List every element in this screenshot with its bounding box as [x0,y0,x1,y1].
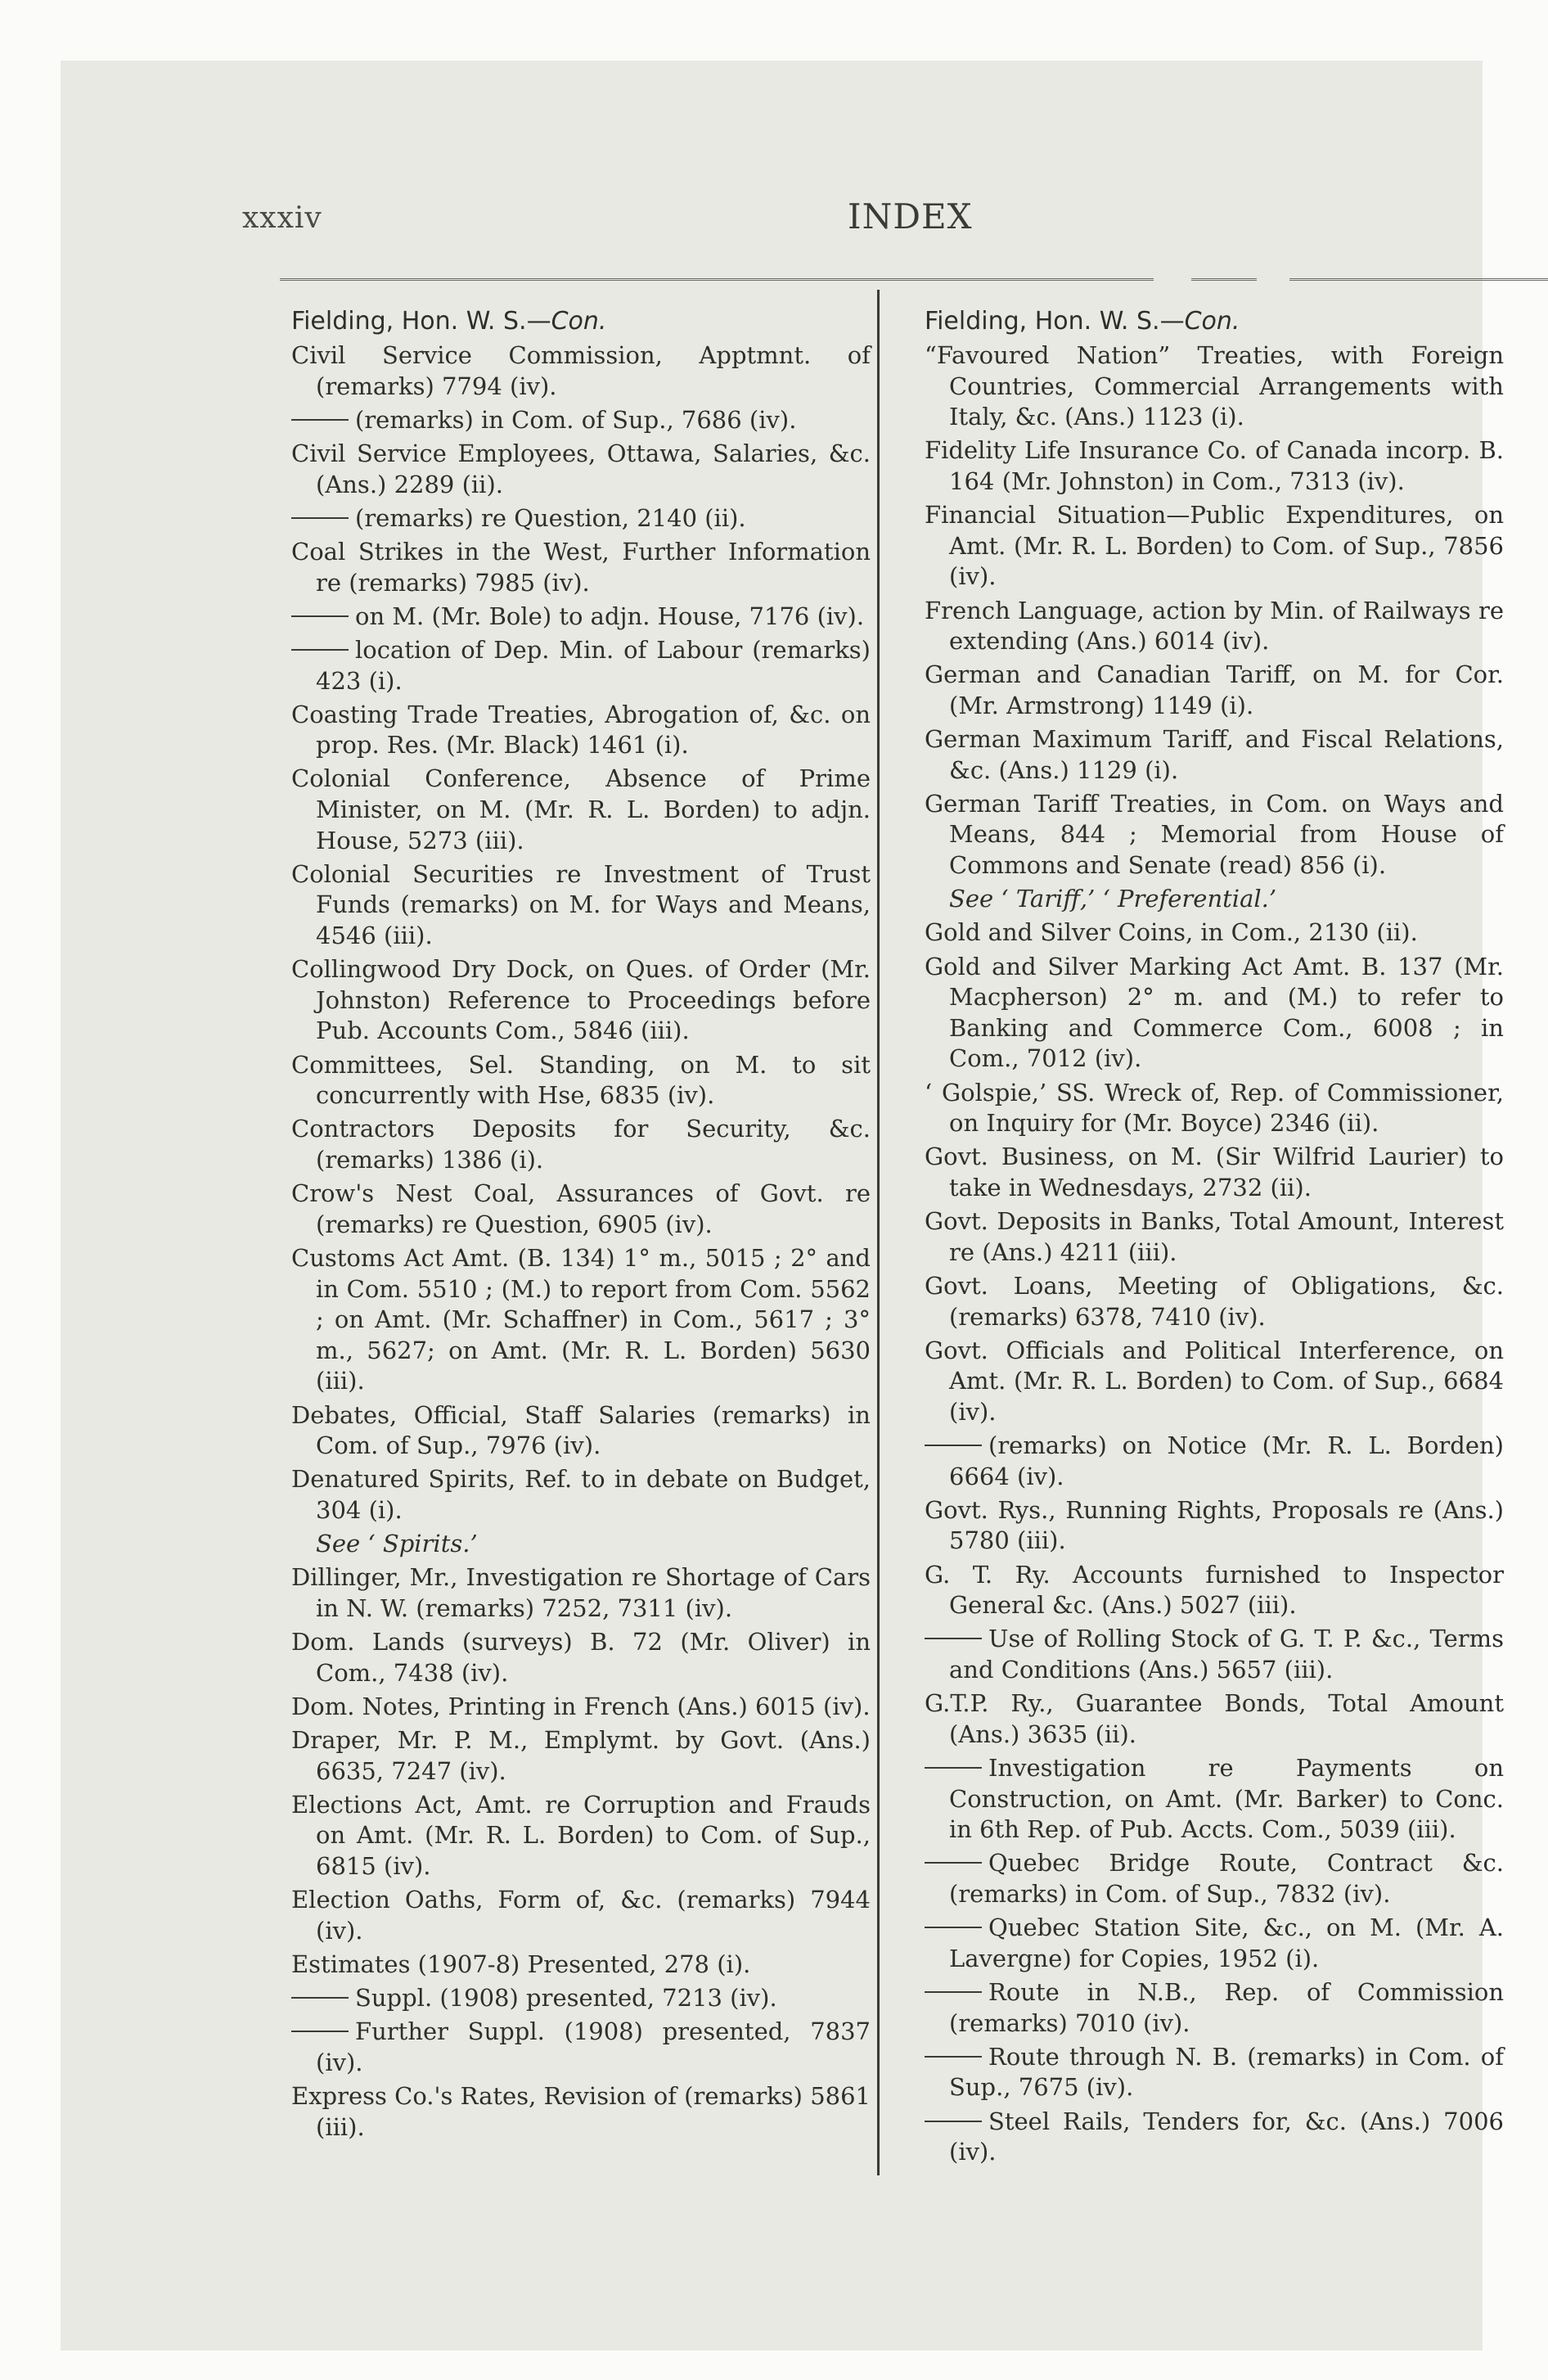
ditto-dash [925,1862,982,1864]
index-entry [925,952,1504,1075]
index-entry [925,596,1504,657]
column-heading [291,306,871,337]
entry-text: Estimates (1907-8) Presented, 278 (i). [291,1950,751,1978]
entry-text: Fidelity Life Insurance Co. of Canada incorp. B. 164 (Mr. Johnston) in Com., 7313 (iv). [925,436,1504,495]
index-entry [291,1950,871,1981]
entry-text: Draper, Mr. P. M., Emplymt. by Govt. (Ans.) 6635, 7247 (iv). [291,1726,871,1785]
ditto-dash [925,1638,982,1639]
ditto-dash [925,1927,982,1928]
see-also-reference [925,884,1504,915]
entry-text: Debates, Official, Staff Salaries (remarks) in Com. of Sup., 7976 (iv). [291,1400,871,1460]
entry-text: Coal Strikes in the West, Further Information re (remarks) 7985 (iv). [291,537,871,597]
entry-text: Govt. Loans, Meeting of Obligations, &c. (remarks) 6378, 7410 (iv). [925,1271,1504,1331]
column-divider [877,290,880,2175]
index-entry [925,500,1504,593]
entry-text: Govt. Rys., Running Rights, Proposals re (Ans.) 5780 (iii). [925,1495,1504,1555]
running-head: INDEX [848,196,973,237]
entry-text: Civil Service Commission, Apptmnt. of (remarks) 7794 (iv). [291,341,871,400]
ditto-dash [291,2031,349,2032]
entry-text: Election Oaths, Form of, &c. (remarks) 7944 (iv). [291,1886,871,1945]
ditto-dash [925,1767,982,1769]
index-entry [291,1243,871,1397]
index-subentry [291,602,871,633]
index-entry [925,789,1504,881]
index-entry [925,1206,1504,1268]
index-entry [925,340,1504,433]
index-entry [291,1692,871,1723]
index-entry [291,764,871,856]
ditto-dash [925,2121,982,2122]
ditto-dash [291,615,349,617]
index-subentry [925,1431,1504,1492]
index-subentry [291,1983,871,2014]
entry-text: Route through N. B. (remarks) in Com. of Sup., 7675 (iv). [949,2042,1504,2102]
index-subentry [925,1913,1504,1974]
entry-text: Dillinger, Mr., Investigation re Shortage of Cars in N. W. (remarks) 7252, 7311 (iv). [291,1563,871,1622]
index-entry [291,700,871,761]
entry-text: Govt. Officials and Political Interference, on Amt. (Mr. R. L. Borden) to Com. of Sup., 6684 (iv). [925,1336,1504,1426]
index-entry [925,1688,1504,1750]
entry-text: Govt. Deposits in Banks, Total Amount, Interest re (Ans.) 4211 (iii). [925,1207,1504,1266]
index-entry [291,340,871,402]
entry-text: Gold and Silver Coins, in Com., 2130 (ii). [925,918,1418,947]
entry-text: Colonial Securities re Investment of Trust Funds (remarks) on M. for Ways and Means, 4546 (iii). [291,859,871,950]
entry-text: Civil Service Employees, Ottawa, Salaries, &c. (Ans.) 2289 (ii). [291,439,871,498]
index-page [218,183,1510,2344]
index-entry [291,1464,871,1526]
entry-text: Dom. Lands (surveys) B. 72 (Mr. Oliver) in Com., 7438 (iv). [291,1628,871,1687]
entry-text: Customs Act Amt. (B. 134) 1° m., 5015 ; 2° and in Com. 5510 ; (M.) to report from Com. 5562 ; on Amt. (Mr. Schaffner) in Com., 5617 ; 3° m., 5627; on Amt. (Mr. R. L. Borden) 5630 (iii). [291,1243,871,1395]
index-subentry [291,2017,871,2078]
entry-text: (remarks) in Com. of Sup., 7686 (iv). [355,405,797,434]
entry-text: on M. (Mr. Bole) to adjn. House, 7176 (iv). [355,602,865,630]
index-entry [925,1560,1504,1621]
index-entry [925,1078,1504,1139]
index-entry [291,1725,871,1787]
index-subentry [925,2042,1504,2103]
ditto-dash [291,517,349,519]
heading-name: Fielding, Hon. W. S.— [925,307,1185,336]
entry-text: Further Suppl. (1908) presented, 7837 (iv). [316,2017,871,2076]
entry-text: See ‘ Tariff,’ ‘ Preferential.’ [949,885,1277,913]
entry-text: G. T. Ry. Accounts furnished to Inspector General &c. (Ans.) 5027 (iii). [925,1560,1504,1620]
index-entry [925,660,1504,721]
index-entry [925,1271,1504,1332]
index-subentry [925,1848,1504,1909]
entry-text: Coasting Trade Treaties, Abrogation of, &c. on prop. Res. (Mr. Black) 1461 (i). [291,700,871,760]
entry-text: Quebec Bridge Route, Contract &c. (remarks) in Com. of Sup., 7832 (iv). [949,1849,1504,1908]
entry-text: French Language, action by Min. of Railways re extending (Ans.) 6014 (iv). [925,596,1504,656]
index-entry [291,1050,871,1111]
right-column [925,306,1504,2170]
entry-text: Suppl. (1908) presented, 7213 (iv). [355,1984,777,2013]
index-entry [291,1627,871,1688]
index-entry [925,1142,1504,1203]
entry-text: German and Canadian Tariff, on M. for Cor. (Mr. Armstrong) 1149 (i). [925,660,1504,719]
index-entry [925,724,1504,786]
index-subentry [291,503,871,534]
entry-text: German Maximum Tariff, and Fiscal Relations, &c. (Ans.) 1129 (i). [925,725,1504,784]
heading-continued: Con. [551,307,607,336]
entry-text: Quebec Station Site, &c., on M. (Mr. A. Lavergne) for Copies, 1952 (i). [949,1913,1504,1972]
index-entry [925,1495,1504,1557]
ditto-dash [925,1991,982,1993]
entry-text: Dom. Notes, Printing in French (Ans.) 6015 (iv). [291,1692,871,1720]
entry-text: Govt. Business, on M. (Sir Wilfrid Laurier) to take in Wednesdays, 2732 (ii). [925,1143,1504,1201]
left-column [291,306,871,2146]
page-number: xxxiv [242,201,322,235]
entry-text: Express Co.'s Rates, Revision of (remarks) 5861 (iii). [291,2082,871,2141]
entry-text: Committees, Sel. Standing, on M. to sit concurrently with Hse, 6835 (iv). [291,1050,871,1110]
entry-text: (remarks) re Question, 2140 (ii). [355,503,746,532]
entry-text: See ‘ Spirits.’ [316,1530,478,1558]
column-heading [925,306,1504,337]
ditto-dash [925,2056,982,2058]
entry-text: Collingwood Dry Dock, on Ques. of Order (Mr. Johnston) Reference to Proceedings before Pub. Accounts Com., 5846 (iii). [291,955,871,1045]
index-subentry [925,2107,1504,2168]
index-entry [925,917,1504,949]
heading-continued: Con. [1184,307,1240,336]
page-background [61,61,1504,2351]
entry-text: Steel Rails, Tenders for, &c. (Ans.) 7006 (iv). [949,2107,1504,2166]
see-also-reference [291,1529,871,1560]
entry-text: “Favoured Nation” Treaties, with Foreign Countries, Commercial Arrangements with Italy, &c. (Ans.) 1123 (i). [925,341,1504,431]
index-entry [291,954,871,1047]
index-subentry [291,405,871,436]
index-entry [291,537,871,598]
index-subentry [925,1753,1504,1846]
entry-text: Denatured Spirits, Ref. to in debate on Budget, 304 (i). [291,1465,871,1524]
ditto-dash [291,1997,349,1999]
entry-text: Use of Rolling Stock of G. T. P. &c., Terms and Conditions (Ans.) 5657 (iii). [949,1625,1504,1684]
index-subentry [925,1977,1504,2039]
index-entry [291,2081,871,2143]
entry-text: German Tariff Treaties, in Com. on Ways and Means, 844 ; Memorial from House of Commons and Senate (read) 856 (i). [925,789,1504,880]
entry-text: Crow's Nest Coal, Assurances of Govt. re (remarks) re Question, 6905 (iv). [291,1179,871,1238]
entry-text: Contractors Deposits for Security, &c. (remarks) 1386 (i). [291,1115,871,1174]
index-entry [291,1790,871,1882]
index-entry [291,1179,871,1240]
header-rule [280,278,1154,281]
entry-text: Colonial Conference, Absence of Prime Minister, on M. (Mr. R. L. Borden) to adjn. House, 5273 (iii). [291,764,871,854]
heading-name: Fielding, Hon. W. S.— [291,307,551,336]
header-rule [1191,278,1257,281]
index-entry [291,1562,871,1624]
index-subentry [925,1624,1504,1685]
entry-text: (remarks) on Notice (Mr. R. L. Borden) 6664 (iv). [949,1431,1504,1490]
index-subentry [291,635,871,696]
entry-text: Route in N.B., Rep. of Commission (remarks) 7010 (iv). [949,1977,1504,2037]
index-entry [291,859,871,952]
index-entry [291,1885,871,1946]
entry-text: ‘ Golspie,’ SS. Wreck of, Rep. of Commissioner, on Inquiry for (Mr. Boyce) 2346 (ii). [925,1078,1504,1138]
index-entry [925,1336,1504,1428]
ditto-dash [925,1445,982,1446]
entry-text: G.T.P. Ry., Guarantee Bonds, Total Amount (Ans.) 3635 (ii). [925,1689,1504,1748]
entry-text: Gold and Silver Marking Act Amt. B. 137 (Mr. Macpherson) 2° m. and (M.) to refer to Banking and Commerce Com., 6008 ; in Com., 7012 (iv). [925,952,1504,1073]
index-entry [291,1400,871,1462]
header-rule [1289,278,1548,281]
entry-text: Investigation re Payments on Construction, on Amt. (Mr. Barker) to Conc. in 6th Rep. of Pub. Accts. Com., 5039 (iii). [949,1754,1504,1844]
entry-text: location of Dep. Min. of Labour (remarks) 423 (i). [316,635,871,695]
index-entry [925,435,1504,497]
ditto-dash [291,649,349,651]
index-entry [291,1114,871,1175]
entry-text: Financial Situation—Public Expenditures, on Amt. (Mr. R. L. Borden) to Com. of Sup., 7856 (iv). [925,501,1504,591]
index-entry [291,439,871,500]
ditto-dash [291,419,349,421]
entry-text: Elections Act, Amt. re Corruption and Frauds on Amt. (Mr. R. L. Borden) to Com. of Sup., 6815 (iv). [291,1790,871,1880]
